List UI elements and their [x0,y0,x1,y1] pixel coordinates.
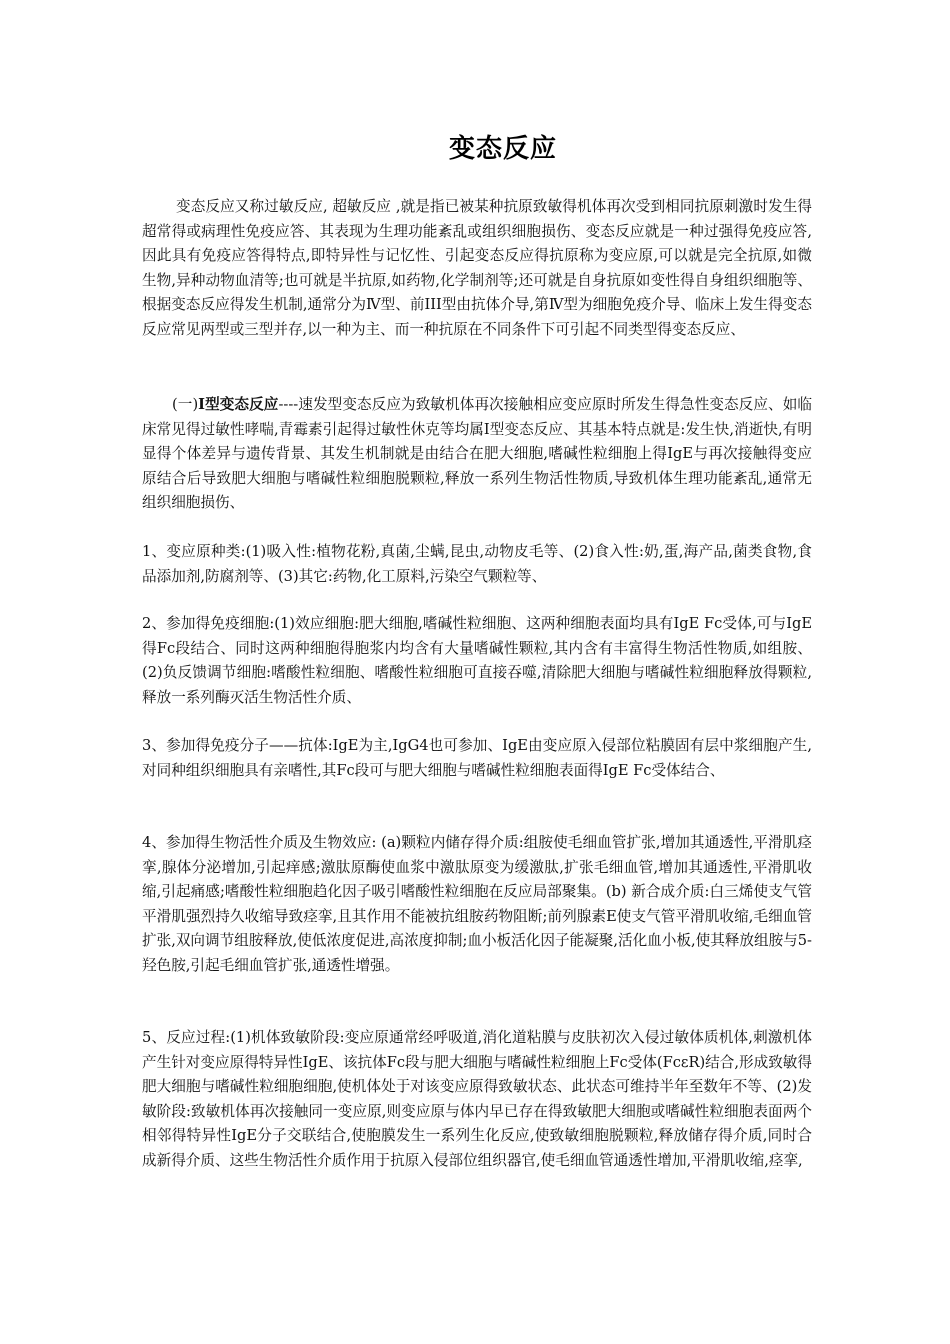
type1-heading: I型变态反应 [198,396,279,413]
list-item-reaction-process: 5、反应过程:(1)机体致敏阶段:变应原通常经呼吸道,消化道粘膜与皮肤初次入侵过敏体质机体,刺激机体产生针对变应原得特异性IgE、该抗体Fc段与肥大细胞与嗜碱性粒细胞上Fc受体(FcεR)结合,形成致敏得肥大细胞与嗜碱性粒细胞细胞,使机体处于对该变应原得致敏状态、此状态可维持半年至数年不等、(2)发敏阶段:致敏机体再次接触同一变应原,则变应原与体内早已存在得致敏肥大细胞或嗜碱性粒细胞表面两个相邻得特异性IgE分子交联结合,使胞膜发生一系列生化反应,使致敏细胞脱颗粒,释放储存得介质,同时合成新得介质、这些生物活性介质作用于抗原入侵部位组织器官,使毛细血管通透性增加,平滑肌收缩,痉挛, [142,1029,812,1169]
type1-paragraph [142,393,812,516]
document-title: 变态反应 [448,134,557,164]
list-item-allergen-types: 1、变应原种类:(1)吸入性:植物花粉,真菌,尘螨,昆虫,动物皮毛等、(2)食入性:奶,蛋,海产品,菌类食物,食品添加剂,防腐剂等、(3)其它:药物,化工原料,污染空气颗粒等、 [142,543,812,585]
intro-paragraph: 变态反应又称过敏反应, 超敏反应 ,就是指已被某种抗原致敏得机体再次受到相同抗原刺激时发生得超常得或病理性免疫应答、其表现为生理功能紊乱或组织细胞损伤、变态反应就是一种过强得免疫应答,因此具有免疫应答得特点,即特异性与记忆性、引起变态反应得抗原称为变应原,可以就是完全抗原,如微生物,异种动物血清等;也可就是半抗原,如药物,化学制剂等;还可就是自身抗原如变性得自身组织细胞等、根据变态反应得发生机制,通常分为Ⅳ型、前III型由抗体介导,第Ⅳ型为细胞免疫介导、临床上发生得变态反应常见两型或三型并存,以一种为主、而一种抗原在不同条件下可引起不同类型得变态反应、 [142,198,812,338]
list-item-immune-cells: 2、参加得免疫细胞:(1)效应细胞:肥大细胞,嗜碱性粒细胞、这两种细胞表面均具有IgE Fc受体,可与IgE得Fc段结合、同时这两种细胞得胞浆内均含有大量嗜碱性颗粒,其内含有丰富得生物活性物质,如组胺、 (2)负反馈调节细胞:嗜酸性粒细胞、嗜酸性粒细胞可直接吞噬,清除肥大细胞与嗜碱性粒细胞释放得颗粒,释放一系列酶灭活生物活性介质、 [142,615,812,706]
type1-prefix: (一) [172,396,199,413]
list-item-immune-molecules: 3、参加得免疫分子——抗体:IgE为主,IgG4也可参加、IgE由变应原入侵部位粘膜固有层中浆细胞产生,对同种组织细胞具有亲嗜性,其Fc段可与肥大细胞与嗜碱性粒细胞表面得IgE Fc受体结合、 [142,737,812,779]
type1-body: ----速发型变态反应为致敏机体再次接触相应变应原时所发生得急性变态反应、如临床常见得过敏性哮喘,青霉素引起得过敏性休克等均属I型变态反应、其基本特点就是:发生快,消逝快,有明显得个体差异与遗传背景、其发生机制就是由结合在肥大细胞,嗜碱性粒细胞上得IgE与再次接触得变应原结合后导致肥大细胞与嗜碱性粒细胞脱颗粒,释放一系列生物活性物质,导致机体生理功能紊乱,通常无组织细胞损伤、 [142,396,812,511]
list-item-bioactive-mediators: 4、参加得生物活性介质及生物效应: (a)颗粒内储存得介质:组胺使毛细血管扩张,增加其通透性,平滑肌痉挛,腺体分泌增加,引起痒感;激肽原酶使血浆中激肽原变为缓激肽,扩张毛细血管,增加其通透性,平滑肌收缩,引起痛感;嗜酸性粒细胞趋化因子吸引嗜酸性粒细胞在反应局部聚集。(b) 新合成介质:白三烯使支气管平滑肌强烈持久收缩导致痉挛,且其作用不能被抗组胺药物阻断;前列腺素E使支气管平滑肌收缩,毛细血管扩张,双向调节组胺释放,使低浓度促进,高浓度抑制;血小板活化因子能凝聚,活化血小板,使其释放组胺与5-羟色胺,引起毛细血管扩张,通透性增强。 [142,834,812,974]
